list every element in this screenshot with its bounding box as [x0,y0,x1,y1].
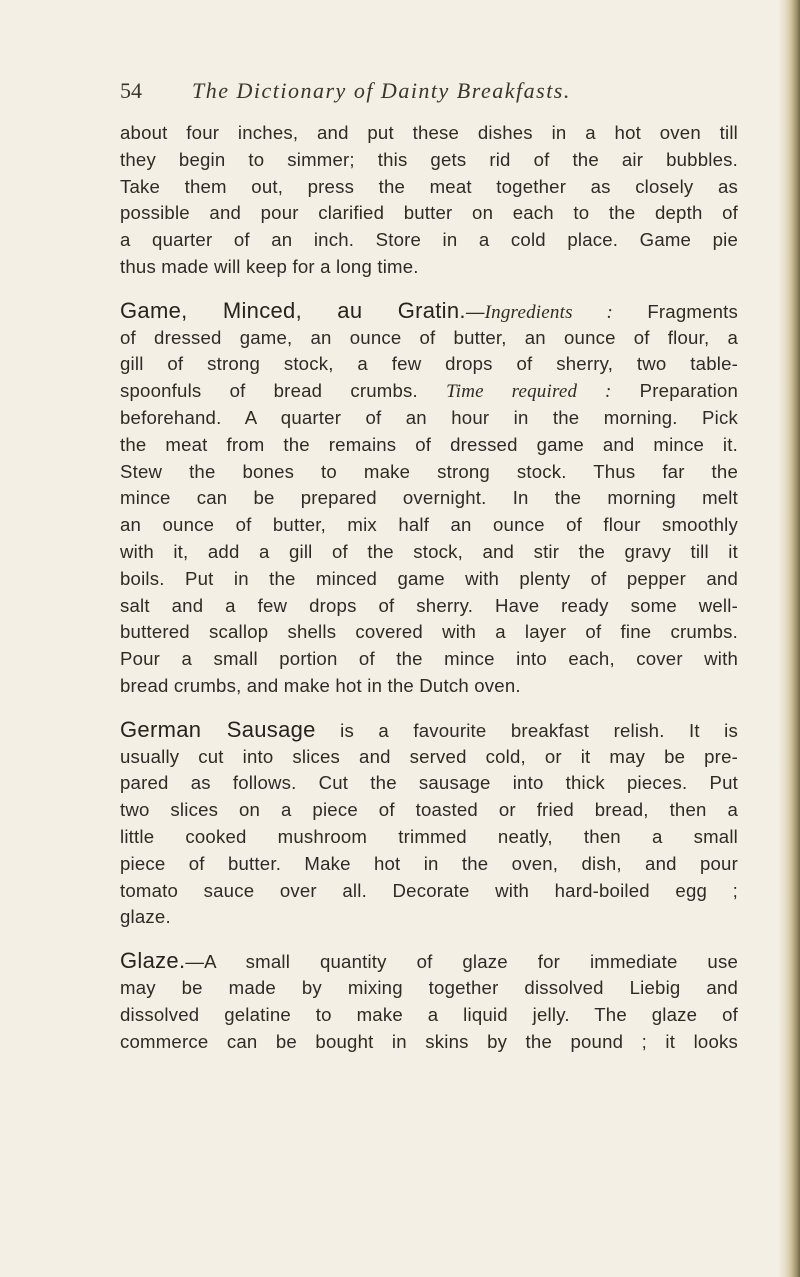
text-line: bread crumbs, and make hot in the Dutch oven. [120,674,521,696]
entry-game-minced [120,298,738,700]
entry-title: German Sausage [120,716,316,742]
running-title: The Dictionary of Dainty Breakfasts. [192,78,571,103]
continuation-paragraph [120,120,738,281]
text-line: pared as follows. Cut the sausage into thick pieces. Put [120,772,738,794]
text-fragment: Preparation [611,380,738,402]
text-line: with it, add a gill of the stock, and stir the gravy till it [120,540,738,562]
entry-first-line [120,717,738,744]
text-line: commerce can be bought in skins by the pound ; it looks [120,1030,738,1052]
text-line: tomato sauce over all. Decorate with hard-boiled egg ; [120,879,738,901]
text-line: beforehand. A quarter of an hour in the morning. Pick [120,406,738,428]
entry-first-line [120,948,738,975]
text-fragment: is a favourite breakfast relish. It is [315,719,738,741]
entry-title: Glaze. [120,948,186,974]
time-required-label: Time required : [446,381,612,403]
text-line: Stew the bones to make strong stock. Thus far the [120,460,738,482]
text-line: they begin to simmer; this gets rid of the air bubbles. [120,148,738,170]
page-header [120,78,720,108]
text-line: thus made will keep for a long time. [120,255,419,277]
text-line: glaze. [120,906,171,928]
text-line: gill of strong stock, a few drops of sherry, two table- [120,353,738,375]
entry-title: Game, Minced, au Gratin. [120,297,466,323]
text-fragment: Fragments [613,300,739,322]
dash: — [465,300,485,322]
text-line: an ounce of butter, mix half an ounce of flour smoothly [120,514,738,536]
text-line: about four inches, and put these dishes in a hot oven till [120,122,738,143]
entry-first-line [120,298,738,325]
text-line: usually cut into slices and served cold, or it may be pre- [120,745,738,767]
page-body [120,120,738,1072]
page-number: 54 [120,78,142,103]
text-line: mince can be prepared overnight. In the morning melt [120,487,738,509]
text-line: the meat from the remains of dressed game and mince it. [120,433,738,455]
ingredients-label: Ingredients : [484,301,614,323]
text-line: may be made by mixing together dissolved Liebig and [120,976,738,998]
text-line: possible and pour clarified butter on each to the depth of [120,202,738,224]
text-line: of dressed game, an ounce of butter, an ounce of flour, a [120,326,738,348]
text-fragment: —A small quantity of glaze for immediate use [185,951,738,973]
text-line: Pour a small portion of the mince into each, cover with [120,648,738,670]
entry-glaze [120,948,738,1055]
text-line: buttered scallop shells covered with a layer of fine crumbs. [120,621,738,643]
text-line: little cooked mushroom trimmed neatly, then a small [120,825,738,847]
text-fragment: spoonfuls of bread crumbs. [120,380,447,402]
text-line: dissolved gelatine to make a liquid jelly. The glaze of [120,1003,738,1025]
text-line [120,378,738,405]
text-line: a quarter of an inch. Store in a cold place. Game pie [120,229,738,251]
text-line: piece of butter. Make hot in the oven, dish, and pour [120,852,738,874]
text-line: salt and a few drops of sherry. Have ready some well- [120,594,738,616]
text-line: two slices on a piece of toasted or fried bread, then a [120,799,738,821]
text-line: boils. Put in the minced game with plenty of pepper and [120,567,738,589]
entry-german-sausage [120,717,738,931]
text-line: Take them out, press the meat together as closely as [120,175,738,197]
page-edge-shadow [778,0,800,1277]
